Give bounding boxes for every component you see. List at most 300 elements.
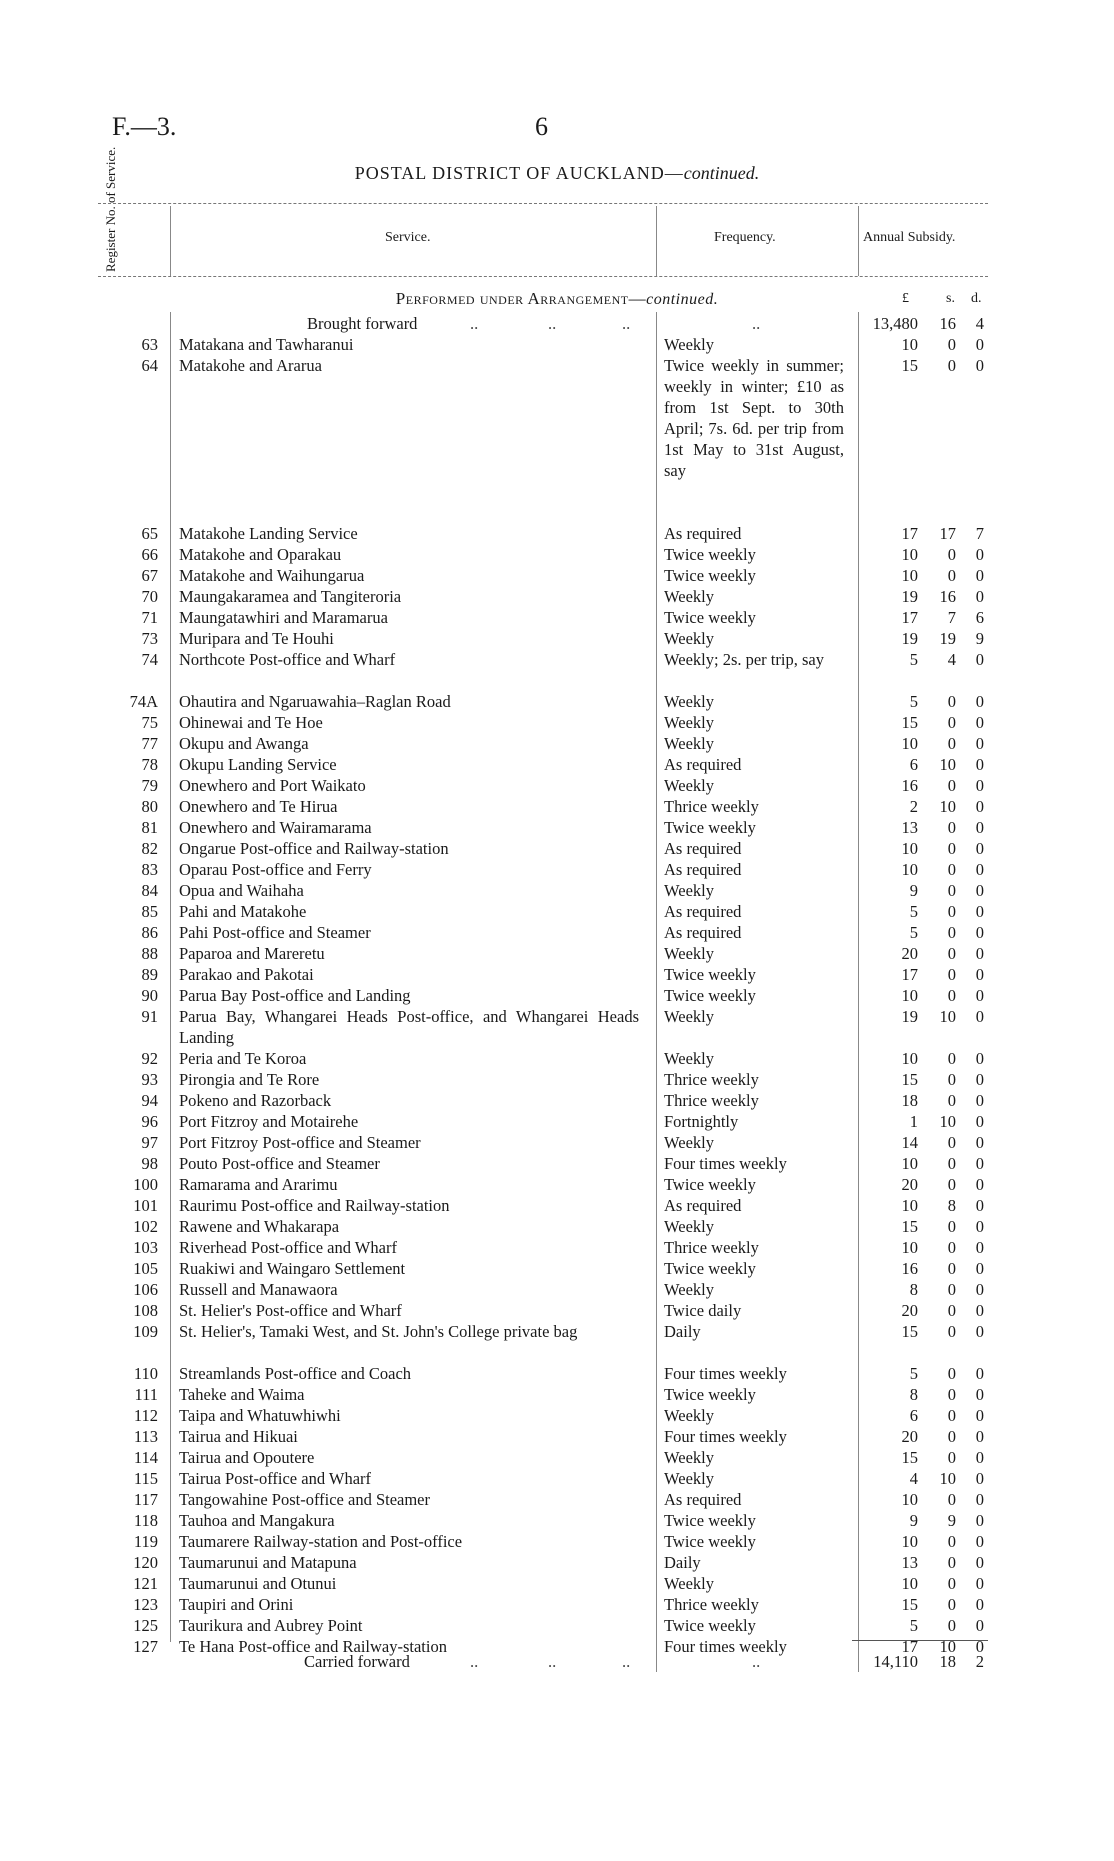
subsidy-pence: 0 [975, 1301, 984, 1320]
subsidy-pounds: 10 [901, 1490, 918, 1509]
service-frequency: Weekly [664, 1406, 714, 1425]
subsidy-shillings: 0 [947, 734, 956, 753]
table-row [0, 1489, 1114, 1510]
service-frequency: Daily [664, 1553, 701, 1572]
subsidy-pounds: 15 [901, 1448, 918, 1467]
subsidy-shillings: 4 [947, 650, 956, 669]
table-row [0, 1426, 1114, 1447]
subsidy-pence: 0 [975, 1637, 984, 1656]
service-name: Peria and Te Koroa [179, 1049, 307, 1068]
service-name: Parakao and Pakotai [179, 965, 314, 984]
subsidy-pounds: 4 [909, 1469, 918, 1488]
register-number: 82 [141, 839, 158, 858]
section-heading-main: Performed under Arrangement— [395, 289, 647, 308]
service-frequency: Weekly [664, 881, 714, 900]
register-number: 67 [141, 566, 158, 585]
document-reference: F.—3. [112, 112, 177, 141]
table-row [0, 922, 1114, 943]
register-number: 112 [133, 1406, 158, 1425]
service-frequency: Weekly [664, 335, 714, 354]
table-row [0, 880, 1114, 901]
header-divider-2 [656, 206, 657, 276]
service-name: Tairua Post-office and Wharf [179, 1469, 372, 1488]
subsidy-shillings: 17 [939, 524, 956, 543]
table-row [0, 901, 1114, 922]
subsidy-pounds: 10 [901, 1532, 918, 1551]
subsidy-shillings: 0 [947, 1301, 956, 1320]
subsidy-pence: 0 [975, 965, 984, 984]
table-row [0, 1615, 1114, 1636]
subsidy-pence: 0 [975, 1448, 984, 1467]
subsidy-pence: 0 [975, 881, 984, 900]
subsidy-pence: 0 [975, 1259, 984, 1278]
service-frequency: Twice weekly [664, 986, 756, 1005]
service-frequency: As required [664, 524, 742, 543]
section-heading-continued: continued. [646, 291, 719, 308]
service-frequency: Twice weekly [664, 1616, 756, 1635]
subsidy-pence: 0 [975, 335, 984, 354]
subsidy-shillings: 0 [947, 1217, 956, 1236]
table-row [0, 1363, 1114, 1384]
register-number: 77 [141, 734, 158, 753]
carried-forward-label: Carried forward [304, 1652, 410, 1671]
subsidy-pence: 0 [975, 1469, 984, 1488]
subsidy-pence: 0 [975, 545, 984, 564]
service-name: Streamlands Post-office and Coach [179, 1364, 412, 1383]
subsidy-pence: 0 [975, 776, 984, 795]
service-frequency: As required [664, 839, 742, 858]
service-frequency: Thrice weekly [664, 1595, 759, 1614]
service-name: St. Helier's Post-office and Wharf [179, 1301, 402, 1320]
subsidy-pounds: 2 [909, 797, 918, 816]
table-row [0, 1510, 1114, 1531]
table-row [0, 355, 1114, 523]
service-frequency: Twice daily [664, 1301, 742, 1320]
subsidy-pounds: 19 [901, 629, 918, 648]
table-row [0, 775, 1114, 796]
subsidy-pounds: 17 [901, 524, 918, 543]
subsidy-shillings: 0 [947, 1091, 956, 1110]
register-number: 89 [141, 965, 158, 984]
table-row [0, 649, 1114, 691]
service-name: Taipa and Whatuwhiwhi [179, 1406, 341, 1425]
subsidy-pounds: 5 [909, 1364, 918, 1383]
subsidy-shillings: 0 [947, 860, 956, 879]
subsidy-pence: 0 [975, 1154, 984, 1173]
service-name: Northcote Post-office and Wharf [179, 650, 396, 669]
service-name: Matakohe and Oparakau [179, 545, 342, 564]
table-row [0, 1069, 1114, 1090]
subsidy-shillings: 0 [947, 1553, 956, 1572]
service-name: Taheke and Waima [179, 1385, 305, 1404]
subsidy-pounds: 20 [901, 944, 918, 963]
table-row [0, 1552, 1114, 1573]
table-row [0, 1573, 1114, 1594]
subsidy-pence: 0 [975, 1427, 984, 1446]
subsidy-pounds: 8 [909, 1385, 918, 1404]
subsidy-pounds: 10 [901, 1154, 918, 1173]
service-name: Okupu Landing Service [179, 755, 337, 774]
register-number: 75 [141, 713, 158, 732]
cf-dots-3: .. [622, 1652, 631, 1671]
service-name: Raurimu Post-office and Railway-station [179, 1196, 450, 1215]
subsidy-pounds: 10 [901, 1196, 918, 1215]
table-row [0, 334, 1114, 355]
register-number: 117 [133, 1490, 158, 1509]
service-name: Port Fitzroy and Motairehe [179, 1112, 359, 1131]
brought-forward-label: Brought forward [307, 314, 418, 333]
subsidy-pounds: 10 [901, 335, 918, 354]
service-name: Ongarue Post-office and Railway-station [179, 839, 449, 858]
subsidy-pence: 0 [975, 797, 984, 816]
service-name: Parua Bay, Whangarei Heads Post-office, and Whangarei Heads Landing [179, 1007, 639, 1047]
service-name: Ramarama and Ararimu [179, 1175, 338, 1194]
subsidy-pence: 0 [975, 944, 984, 963]
service-frequency: Weekly [664, 1280, 714, 1299]
subsidy-shillings: 0 [947, 1070, 956, 1089]
subsidy-pounds: 15 [901, 713, 918, 732]
service-frequency: Weekly [664, 944, 714, 963]
service-name: Taumarere Railway-station and Post-office [179, 1532, 463, 1551]
cf-dots-1: .. [470, 1652, 479, 1671]
subsidy-shillings: 10 [939, 1007, 956, 1026]
register-column-header: Register No. of Service. [103, 146, 118, 272]
subsidy-pounds: 15 [901, 356, 918, 375]
subsidy-pence: 0 [975, 1553, 984, 1572]
service-frequency: As required [664, 860, 742, 879]
subsidy-shillings: 0 [947, 1406, 956, 1425]
subsidy-pounds: 5 [909, 902, 918, 921]
service-frequency: Weekly [664, 692, 714, 711]
service-frequency: Twice weekly in summer; weekly in winter; £10 as from 1st Sept. to 30th April; 7s. 6d. per trip from 1st May to 31st August, say [664, 356, 844, 480]
register-number: 123 [133, 1595, 158, 1614]
bf-dots-1: .. [470, 314, 479, 333]
register-number: 74A [129, 692, 158, 711]
service-frequency: Weekly [664, 1049, 714, 1068]
subsidy-shillings: 0 [947, 1490, 956, 1509]
subsidy-shillings: 0 [947, 335, 956, 354]
subsidy-shillings: 10 [939, 1469, 956, 1488]
service-frequency: Twice weekly [664, 965, 756, 984]
subsidy-shillings: 8 [947, 1196, 956, 1215]
subsidy-pounds: 6 [909, 755, 918, 774]
table-row [0, 964, 1114, 985]
register-number: 86 [141, 923, 158, 942]
service-frequency: Weekly [664, 1469, 714, 1488]
subsidy-shillings: 10 [939, 797, 956, 816]
subsidy-shillings: 0 [947, 1364, 956, 1383]
service-frequency: Weekly [664, 629, 714, 648]
subsidy-pence: 0 [975, 923, 984, 942]
subsidy-pence: 0 [975, 1490, 984, 1509]
title-continued: continued. [683, 163, 760, 183]
service-name: Onewhero and Wairamarama [179, 818, 372, 837]
service-frequency: Weekly [664, 1448, 714, 1467]
subsidy-pence: 0 [975, 587, 984, 606]
subsidy-pounds: 10 [901, 1238, 918, 1257]
subsidy-pounds: 10 [901, 734, 918, 753]
register-number: 94 [141, 1091, 158, 1110]
subsidy-pence: 0 [975, 1175, 984, 1194]
carried-forward-pounds: 14,110 [873, 1652, 918, 1671]
subsidy-shillings: 10 [939, 755, 956, 774]
subsidy-shillings: 0 [947, 1427, 956, 1446]
subsidy-shillings: 0 [947, 1049, 956, 1068]
service-frequency: Weekly [664, 1133, 714, 1152]
subsidy-pounds: 20 [901, 1175, 918, 1194]
service-frequency: Twice weekly [664, 1175, 756, 1194]
pounds-label: £ [902, 291, 909, 306]
subsidy-shillings: 7 [947, 608, 956, 627]
register-number: 83 [141, 860, 158, 879]
service-name: Tangowahine Post-office and Steamer [179, 1490, 431, 1509]
subsidy-pence: 0 [975, 713, 984, 732]
table-row [0, 1447, 1114, 1468]
subsidy-pence: 0 [975, 1511, 984, 1530]
register-number: 80 [141, 797, 158, 816]
service-name: Matakohe and Waihungarua [179, 566, 365, 585]
subsidy-pence: 9 [975, 629, 984, 648]
header-divider-3 [858, 206, 859, 276]
subsidy-pounds: 15 [901, 1595, 918, 1614]
brought-forward-pence: 4 [975, 314, 984, 333]
table-row [0, 565, 1114, 586]
service-name: Russell and Manawaora [179, 1280, 338, 1299]
subsidy-shillings: 0 [947, 692, 956, 711]
service-frequency: Weekly [664, 713, 714, 732]
service-frequency: Twice weekly [664, 1259, 756, 1278]
subsidy-shillings: 0 [947, 1259, 956, 1278]
table-row [0, 1594, 1114, 1615]
table-row [0, 838, 1114, 859]
subsidy-pence: 0 [975, 1385, 984, 1404]
subsidy-pence: 0 [975, 902, 984, 921]
subsidy-pence: 0 [975, 1616, 984, 1635]
subsidy-pounds: 1 [909, 1112, 918, 1131]
register-number: 91 [141, 1007, 158, 1026]
service-name: Matakana and Tawharanui [179, 335, 354, 354]
subsidy-pence: 0 [975, 1217, 984, 1236]
subsidy-shillings: 9 [947, 1511, 956, 1530]
service-name: Tairua and Hikuai [179, 1427, 298, 1446]
subsidy-pounds: 5 [909, 692, 918, 711]
register-number: 66 [141, 545, 158, 564]
subsidy-pence: 0 [975, 1049, 984, 1068]
subsidy-pounds: 6 [909, 1406, 918, 1425]
table-row [0, 1195, 1114, 1216]
service-name: Okupu and Awanga [179, 734, 309, 753]
service-frequency: Four times weekly [664, 1637, 787, 1656]
register-number: 73 [141, 629, 158, 648]
table-row [0, 1468, 1114, 1489]
subsidy-pounds: 17 [901, 965, 918, 984]
register-number: 120 [133, 1553, 158, 1572]
service-frequency: Four times weekly [664, 1154, 787, 1173]
service-frequency: As required [664, 923, 742, 942]
service-name: Port Fitzroy Post-office and Steamer [179, 1133, 421, 1152]
table-row [0, 1300, 1114, 1321]
subsidy-pence: 0 [975, 356, 984, 375]
service-frequency: Weekly [664, 1217, 714, 1236]
register-number: 121 [133, 1574, 158, 1593]
service-name: Pahi Post-office and Steamer [179, 923, 371, 942]
subsidy-pounds: 17 [901, 608, 918, 627]
subsidy-pence: 0 [975, 1091, 984, 1110]
service-name: Parua Bay Post-office and Landing [179, 986, 411, 1005]
service-frequency: Twice weekly [664, 1385, 756, 1404]
subsidy-pence: 0 [975, 692, 984, 711]
service-name: Tauhoa and Mangakura [179, 1511, 335, 1530]
register-number: 102 [133, 1217, 158, 1236]
bf-dots-2: .. [548, 314, 557, 333]
table-row [0, 943, 1114, 964]
register-number: 111 [134, 1385, 158, 1404]
register-number: 93 [141, 1070, 158, 1089]
subsidy-pence: 6 [975, 608, 984, 627]
subsidy-shillings: 0 [947, 1448, 956, 1467]
service-name: Opua and Waihaha [179, 881, 304, 900]
table-row [0, 1132, 1114, 1153]
register-number: 88 [141, 944, 158, 963]
subsidy-pence: 0 [975, 1007, 984, 1026]
subsidy-pounds: 15 [901, 1322, 918, 1341]
service-name: Tairua and Opoutere [179, 1448, 315, 1467]
register-number: 127 [133, 1637, 158, 1656]
service-frequency: As required [664, 1490, 742, 1509]
subsidy-pounds: 8 [909, 1280, 918, 1299]
service-name: Oparau Post-office and Ferry [179, 860, 372, 879]
service-frequency: Weekly [664, 587, 714, 606]
subsidy-pence: 0 [975, 1280, 984, 1299]
register-number: 118 [133, 1511, 158, 1530]
table-row [0, 691, 1114, 712]
table-row [0, 1279, 1114, 1300]
subsidy-pounds: 10 [901, 986, 918, 1005]
subsidy-pounds: 19 [901, 1007, 918, 1026]
table-row [0, 1006, 1114, 1048]
subsidy-shillings: 0 [947, 1154, 956, 1173]
service-frequency: Thrice weekly [664, 1070, 759, 1089]
table-row [0, 1090, 1114, 1111]
subsidy-shillings: 0 [947, 1385, 956, 1404]
subsidy-shillings: 0 [947, 1595, 956, 1614]
service-name: Onewhero and Te Hirua [179, 797, 338, 816]
service-frequency: Fortnightly [664, 1112, 739, 1131]
subsidy-pounds: 17 [901, 1637, 918, 1656]
subsidy-shillings: 0 [947, 986, 956, 1005]
page-number: 6 [535, 112, 548, 141]
table-row [0, 1048, 1114, 1069]
service-column-header: Service. [385, 230, 431, 245]
subsidy-pounds: 5 [909, 923, 918, 942]
bf-dots-4: .. [752, 314, 761, 333]
service-name: Ohautira and Ngaruawahia–Raglan Road [179, 692, 451, 711]
page-title [0, 163, 1114, 184]
subsidy-pence: 0 [975, 1238, 984, 1257]
register-number: 85 [141, 902, 158, 921]
subsidy-pounds: 10 [901, 566, 918, 585]
register-number: 113 [133, 1427, 158, 1446]
register-number: 103 [133, 1238, 158, 1257]
table-row [0, 1321, 1114, 1363]
subsidy-pounds: 10 [901, 545, 918, 564]
register-number: 125 [133, 1616, 158, 1635]
subsidy-pence: 7 [975, 524, 984, 543]
service-frequency: Four times weekly [664, 1427, 787, 1446]
register-number: 106 [133, 1280, 158, 1299]
subsidy-pence: 0 [975, 1532, 984, 1551]
subsidy-pounds: 20 [901, 1301, 918, 1320]
subsidy-shillings: 0 [947, 776, 956, 795]
service-frequency: As required [664, 902, 742, 921]
subsidy-shillings: 0 [947, 1133, 956, 1152]
register-number: 98 [141, 1154, 158, 1173]
service-name: Muripara and Te Houhi [179, 629, 334, 648]
header-top-rule [98, 203, 988, 204]
register-number: 70 [141, 587, 158, 606]
subsidy-pence: 0 [975, 650, 984, 669]
table-row [0, 1531, 1114, 1552]
service-name: Maungakaramea and Tangiteroria [179, 587, 402, 606]
register-number: 100 [133, 1175, 158, 1194]
service-name: Taupiri and Orini [179, 1595, 294, 1614]
service-frequency: Weekly [664, 776, 714, 795]
register-number: 84 [141, 881, 158, 900]
service-frequency: Twice weekly [664, 1511, 756, 1530]
service-name: Rawene and Whakarapa [179, 1217, 340, 1236]
service-frequency: Twice weekly [664, 566, 756, 585]
subsidy-pounds: 13 [901, 818, 918, 837]
cf-dots-2: .. [548, 1652, 557, 1671]
subsidy-pence: 0 [975, 755, 984, 774]
service-name: Matakohe Landing Service [179, 524, 358, 543]
service-frequency: Thrice weekly [664, 1091, 759, 1110]
service-frequency: Weekly [664, 1574, 714, 1593]
service-name: Pouto Post-office and Steamer [179, 1154, 380, 1173]
subsidy-pounds: 15 [901, 1070, 918, 1089]
service-name: Taurikura and Aubrey Point [179, 1616, 363, 1635]
subsidy-shillings: 0 [947, 356, 956, 375]
table-row [0, 628, 1114, 649]
register-number: 78 [141, 755, 158, 774]
subsidy-pence: 0 [975, 1595, 984, 1614]
subsidy-shillings: 0 [947, 1616, 956, 1635]
subsidy-shillings: 0 [947, 1280, 956, 1299]
carried-forward-shillings: 18 [939, 1652, 956, 1671]
register-number: 101 [133, 1196, 158, 1215]
service-frequency: Thrice weekly [664, 797, 759, 816]
subsidy-shillings: 0 [947, 1532, 956, 1551]
service-name: St. Helier's, Tamaki West, and St. John's College private bag [179, 1322, 578, 1341]
subsidy-shillings: 10 [939, 1637, 956, 1656]
subsidy-pence: 0 [975, 1322, 984, 1341]
subsidy-shillings: 0 [947, 1238, 956, 1257]
subsidy-shillings: 0 [947, 839, 956, 858]
subsidy-pence: 0 [975, 1196, 984, 1215]
subsidy-pence: 0 [975, 566, 984, 585]
shillings-label: s. [946, 291, 955, 306]
subsidy-shillings: 0 [947, 881, 956, 900]
subsidy-shillings: 0 [947, 965, 956, 984]
subsidy-shillings: 10 [939, 1112, 956, 1131]
subsidy-pounds: 10 [901, 860, 918, 879]
register-number: 105 [133, 1259, 158, 1278]
subsidy-pence: 0 [975, 734, 984, 753]
service-name: Pahi and Matakohe [179, 902, 307, 921]
service-frequency: Four times weekly [664, 1364, 787, 1383]
subsidy-pence: 0 [975, 818, 984, 837]
service-frequency: Daily [664, 1322, 701, 1341]
